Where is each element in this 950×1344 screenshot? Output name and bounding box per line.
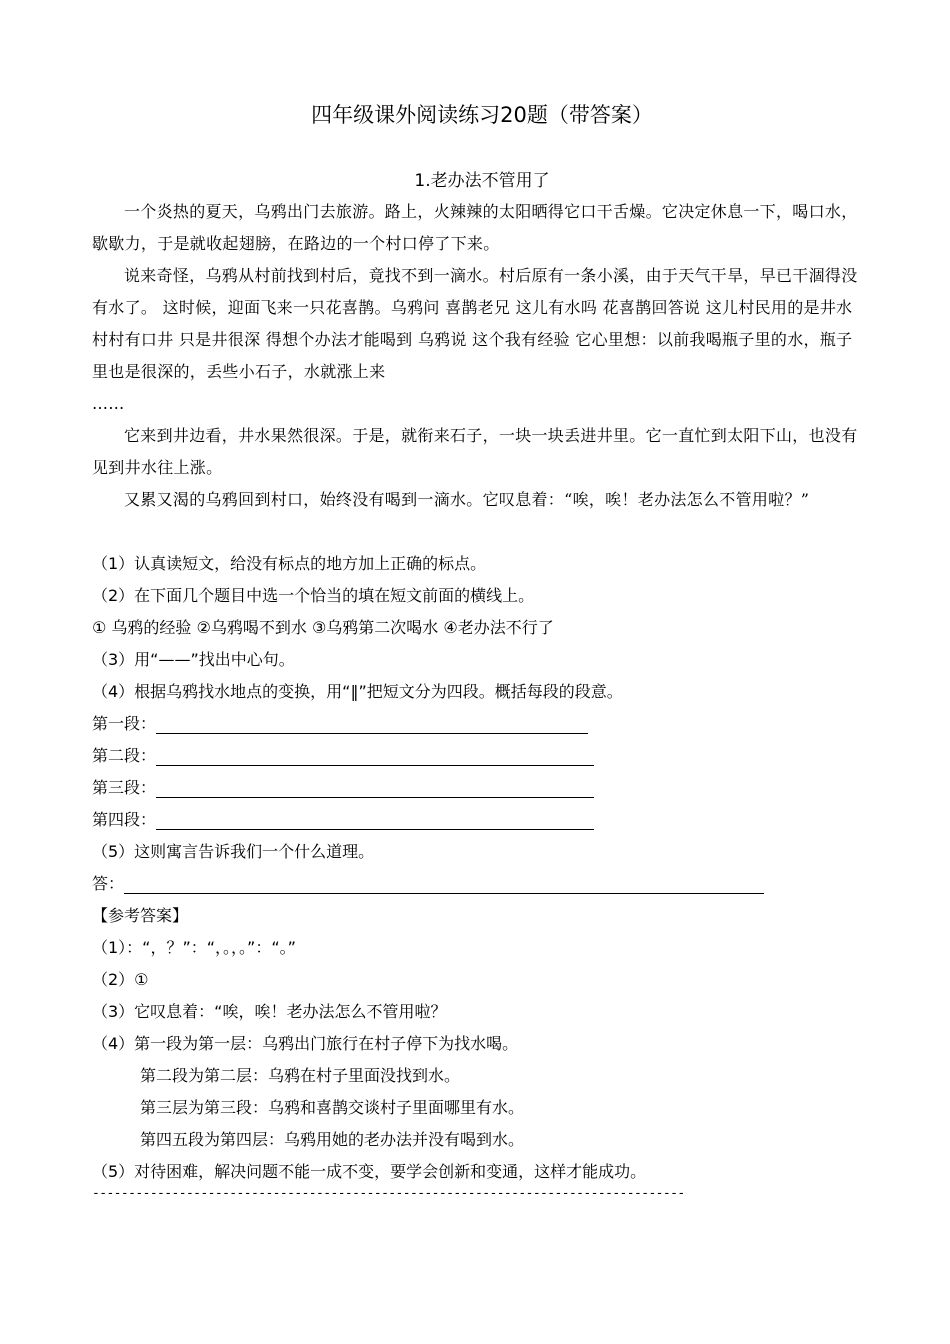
section-title: 1.老办法不管用了 [414,171,550,191]
question-5: （5）这则寓言告诉我们一个什么道理。 [92,842,375,861]
blank-label: 第二段： [92,746,157,765]
answer-row-question-5 [92,868,872,900]
fill-blank-line[interactable] [156,745,594,766]
answer-row-paragraph-4 [92,804,872,836]
answer-2: （2）① [92,970,149,989]
fill-blank-line[interactable] [156,777,594,798]
answer-4-line: 第四五段为第四层：乌鸦用她的老办法并没有喝到水。 [140,1130,525,1149]
story-paragraph: 说来奇怪，乌鸦从村前找到村后，竟找不到一滴水。村后原有一条小溪，由于天气干旱，早已干涸得没有水了。 这时候，迎面飞来一只花喜鹊。乌鸦问 喜鹊老兄 这儿有水吗 花喜鹊回答说 这儿村民用的是井水 村村有口井 只是井很深 得想个办法才能喝到 乌鸦说 这个我有经验 它心里想：以前我喝瓶子里的水，瓶子里也是很深的，丢些小石子，水就涨上来 [92,266,858,381]
answer-1: （1）：“，？”：“，。，。”：“。” [92,938,296,957]
blank-label: 第三段： [92,778,157,797]
story-paragraph: 一个炎热的夏天，乌鸦出门去旅游。路上，火辣辣的太阳晒得它口干舌燥。它决定休息一下，喝口水，歇歇力，于是就收起翅膀，在路边的一个村口停了下来。 [92,202,858,253]
answer-5: （5）对待困难，解决问题不能一成不变，要学会创新和变通，这样才能成功。 [92,1162,647,1181]
answer-prompt: 答： [92,874,125,893]
section-separator: ---------------------------------------------------------------------------------- [92,1186,685,1201]
story-paragraph: 它来到井边看，井水果然很深。于是，就衔来石子，一块一块丢进井里。它一直忙到太阳下山，也没有见到井水往上涨。 [92,426,858,477]
document-title: 四年级课外阅读练习20题（带答案） [311,103,653,127]
blank-label: 第一段： [92,714,157,733]
answer-3: （3）它叹息着：“唉，唉！老办法怎么不管用啦？ [92,1002,447,1021]
answer-4-line: 第二段为第二层：乌鸦在村子里面没找到水。 [140,1066,461,1085]
question-3: （3）用“——”找出中心句。 [92,650,295,669]
question-1: （1）认真读短文，给没有标点的地方加上正确的标点。 [92,554,487,573]
story-ellipsis: …… [92,394,125,413]
fill-blank-line[interactable] [156,809,594,830]
answer-4-line: 第三层为第三段：乌鸦和喜鹊交谈村子里面哪里有水。 [140,1098,525,1117]
answer-row-paragraph-1 [92,708,872,740]
answer-row-paragraph-3 [92,772,872,804]
question-2: （2）在下面几个题目中选一个恰当的填在短文前面的横线上。 [92,586,535,605]
blank-label: 第四段： [92,810,157,829]
questions-and-answers [92,548,872,1188]
question-2-options: ① 乌鸦的经验 ②乌鸦喝不到水 ③乌鸦第二次喝水 ④老办法不行了 [92,618,554,637]
fill-blank-line[interactable] [124,873,764,894]
fill-blank-line[interactable] [156,713,588,734]
story-paragraph: 又累又渴的乌鸦回到村口，始终没有喝到一滴水。它叹息着：“唉，唉！老办法怎么不管用啦？” [124,490,810,509]
answer-row-paragraph-2 [92,740,872,772]
answer-4-first: （4）第一段为第一层：乌鸦出门旅行在村子停下为找水喝。 [92,1034,519,1053]
answers-heading: 【参考答案】 [92,906,189,925]
story-text [92,196,862,516]
question-4: （4）根据乌鸦找水地点的变换，用“‖”把短文分为四段。概括每段的段意。 [92,682,623,701]
